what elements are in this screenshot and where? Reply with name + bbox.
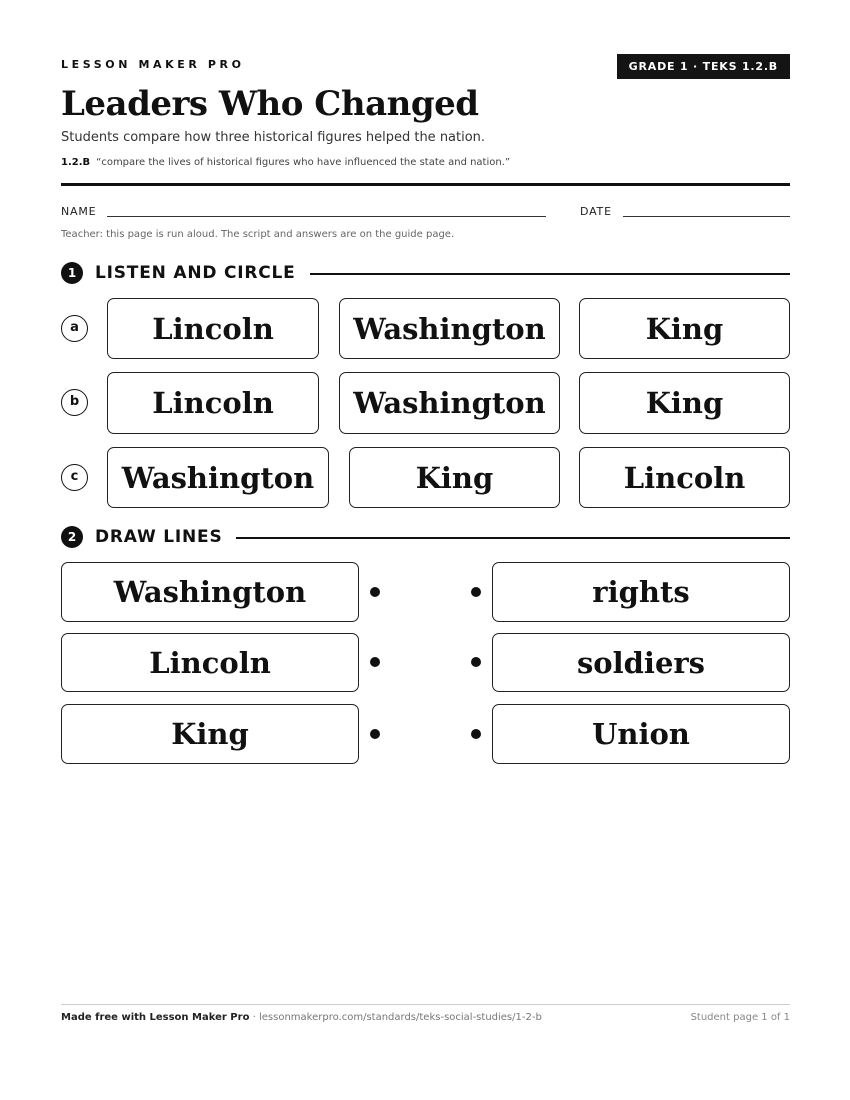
row-letter-a: a (61, 315, 88, 342)
match-left-dot[interactable] (370, 657, 380, 667)
match-right-dot[interactable] (471, 587, 481, 597)
match-right-card[interactable]: Union (492, 704, 790, 764)
circle-option[interactable]: King (349, 447, 560, 508)
section-draw-lines (61, 525, 790, 549)
page-subtitle: Students compare how three historical figures helped the nation. (61, 130, 486, 145)
circle-option[interactable]: Washington (339, 298, 560, 359)
footer-divider (61, 1004, 790, 1005)
date-field[interactable] (623, 216, 790, 217)
standard-code: 1.2.B (61, 157, 91, 168)
name-label: NAME (61, 205, 97, 218)
match-left-dot[interactable] (370, 729, 380, 739)
date-label: DATE (580, 205, 612, 218)
circle-option[interactable]: Washington (107, 447, 329, 508)
grade-badge: GRADE 1 · TEKS 1.2.B (617, 54, 790, 79)
section-listen-and-circle (61, 261, 790, 285)
match-right-dot[interactable] (471, 657, 481, 667)
footer-url[interactable]: lessonmakerpro.com/standards/teks-social-studies/1-2-b (258, 1012, 542, 1023)
match-left-card[interactable]: King (61, 704, 359, 764)
footer-credit: Made free with Lesson Maker Pro · lessonmakerpro.com/standards/teks-social-studies/1-2-b (61, 1012, 542, 1023)
brand-name: LESSON MAKER PRO (61, 58, 245, 71)
match-right-dot[interactable] (471, 729, 481, 739)
match-right-card[interactable]: soldiers (492, 633, 790, 692)
circle-option[interactable]: King (579, 372, 790, 434)
circle-option[interactable]: Lincoln (107, 372, 319, 434)
standard-text: “compare the lives of historical figures who have influenced the state and nation.” (96, 157, 511, 168)
row-letter-b: b (61, 389, 88, 416)
circle-option[interactable]: Lincoln (579, 447, 790, 508)
match-left-dot[interactable] (370, 587, 380, 597)
section-number: 1 (61, 262, 83, 284)
section-rule (310, 273, 790, 275)
section-title: LISTEN AND CIRCLE (95, 261, 308, 285)
name-field[interactable] (107, 216, 546, 217)
match-left-card[interactable]: Lincoln (61, 633, 359, 692)
header-divider (61, 183, 790, 186)
section-number: 2 (61, 526, 83, 548)
row-letter-c: c (61, 464, 88, 491)
circle-option[interactable]: King (579, 298, 790, 359)
circle-option[interactable]: Washington (339, 372, 560, 434)
page-title: Leaders Who Changed (61, 84, 479, 124)
worksheet-page (61, 0, 790, 1100)
match-right-card[interactable]: rights (492, 562, 790, 622)
section-title: DRAW LINES (95, 525, 235, 549)
teacher-note: Teacher: this page is run aloud. The script and answers are on the guide page. (61, 229, 455, 240)
standard-line (61, 157, 510, 168)
footer-made-by: Made free with Lesson Maker Pro (61, 1012, 250, 1023)
circle-option[interactable]: Lincoln (107, 298, 319, 359)
section-rule (236, 537, 790, 539)
match-left-card[interactable]: Washington (61, 562, 359, 622)
footer-page-number: Student page 1 of 1 (690, 1012, 790, 1023)
